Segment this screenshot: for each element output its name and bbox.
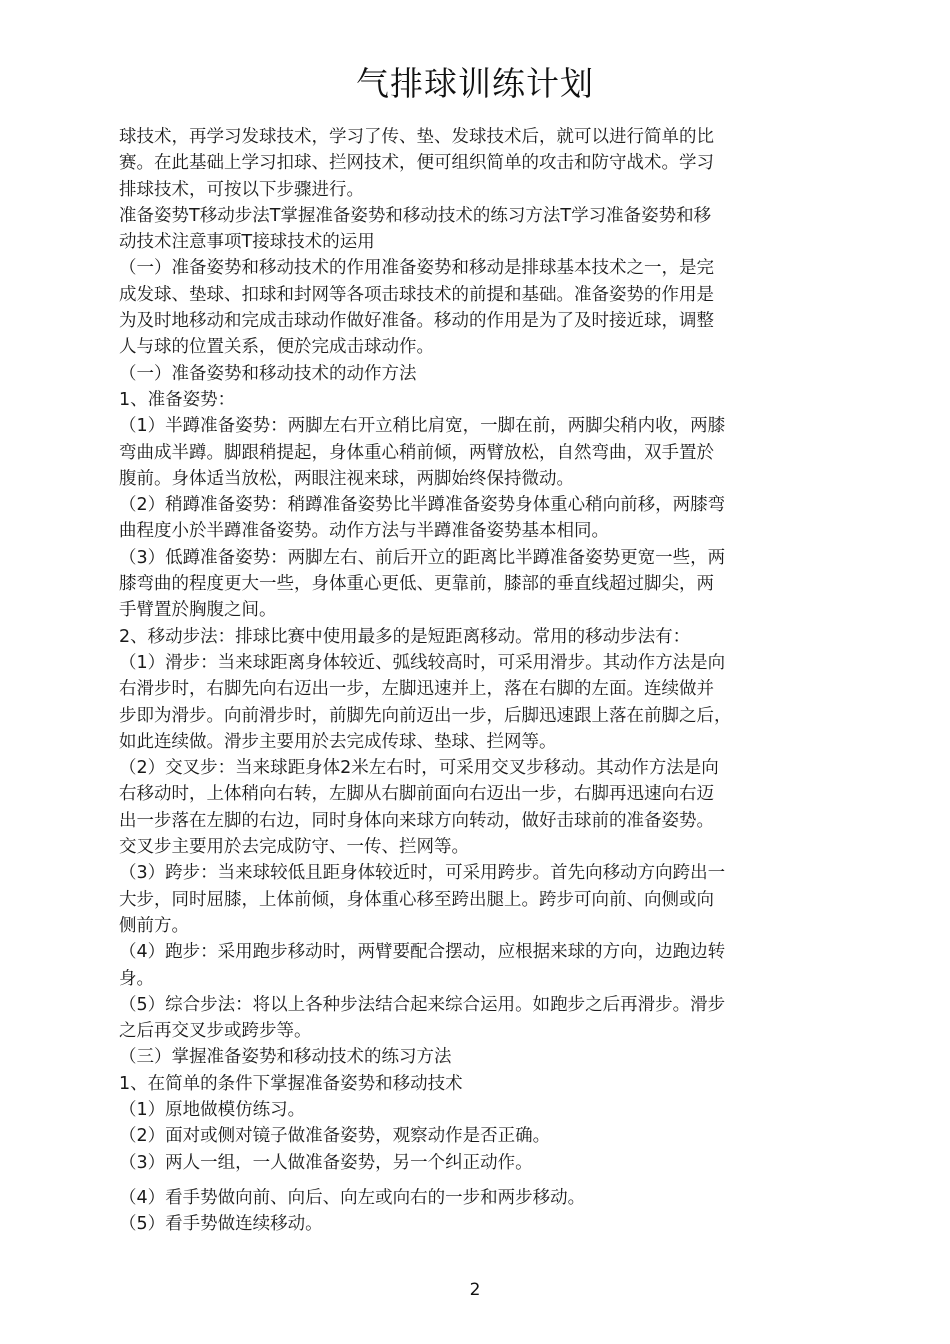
text-line: （一）准备姿势和移动技术的作用准备姿势和移动是排球基本技术之一，是完 (119, 258, 714, 279)
text-line: 赛。在此基础上学习扣球、拦网技术，便可组织简单的攻击和防守战术。学习 (119, 153, 714, 174)
text-line: 右滑步时，右脚先向右迈出一步，左脚迅速并上，落在右脚的左面。连续做并 (119, 679, 714, 700)
text-line: （3）跨步：当来球较低且距身体较近时，可采用跨步。首先向移动方向跨出一 (119, 863, 726, 884)
text-line: （1）半蹲准备姿势：两脚左右开立稍比肩宽，一脚在前，两脚尖稍内收，两膝 (119, 416, 726, 437)
text-line: （3）低蹲准备姿势：两脚左右、前后开立的距离比半蹲准备姿势更宽一些，两 (119, 547, 726, 568)
text-line: 球技术，再学习发球技术，学习了传、垫、发球技术后，就可以进行简单的比 (119, 127, 714, 147)
text-line: 右移动时，上体稍向右转，左脚从右脚前面向右迈出一步，右脚再迅速向右迈 (119, 784, 714, 805)
text-line: 交叉步主要用於去完成防守、一传、拦网等。 (119, 837, 469, 858)
text-line: （5）综合步法：将以上各种步法结合起来综合运用。如跑步之后再滑步。滑步 (119, 994, 726, 1015)
text-line: （2）稍蹲准备姿势：稍蹲准备姿势比半蹲准备姿势身体重心稍向前移，两膝弯 (119, 495, 726, 516)
text-line: （2）面对或侧对镜子做准备姿势，观察动作是否正确。 (119, 1126, 551, 1147)
text-line: 侧前方。 (119, 915, 189, 936)
text-line: 弯曲成半蹲。脚跟稍提起，身体重心稍前倾，两臂放松，自然弯曲，双手置於 (119, 442, 714, 463)
text-line: 膝弯曲的程度更大一些，身体重心更低、更靠前，膝部的垂直线超过脚尖，两 (119, 574, 714, 595)
text-line: 身。 (119, 968, 154, 989)
text-line: 成发球、垫球、扣球和封网等各项击球技术的前提和基础。准备姿势的作用是 (119, 284, 714, 305)
text-line: 之后再交叉步或跨步等。 (119, 1021, 312, 1042)
paragraph-gap (119, 1176, 831, 1185)
text-line: 准备姿势T移动步法T掌握准备姿势和移动技术的练习方法T学习准备姿势和移 (119, 205, 712, 226)
text-line: （2）交叉步：当来球距身体2米左右时，可采用交叉步移动。其动作方法是向 (119, 758, 719, 779)
text-line: 如此连续做。滑步主要用於去完成传球、垫球、拦网等。 (119, 731, 557, 752)
text-line: （3）两人一组，一人做准备姿势，另一个纠正动作。 (119, 1152, 533, 1173)
text-line: 曲程度小於半蹲准备姿势。动作方法与半蹲准备姿势基本相同。 (119, 521, 609, 542)
page-number: 2 (469, 1280, 481, 1300)
text-line: 出一步落在左脚的右边，同时身体向来球方向转动，做好击球前的准备姿势。 (119, 810, 714, 831)
text-line: 腹前。身体适当放松，两眼注视来球，两脚始终保持微动。 (119, 468, 574, 489)
page-title: 气排球训练计划 (356, 64, 594, 103)
text-line: 1、在简单的条件下掌握准备姿势和移动技术 (119, 1073, 463, 1094)
text-line: 排球技术，可按以下步骤进行。 (119, 179, 364, 200)
text-line: 动技术注意事项T接球技术的运用 (119, 232, 375, 253)
text-line: 大步，同时屈膝，上体前倾，身体重心移至跨出腿上。跨步可向前、向侧或向 (119, 889, 714, 910)
text-line: 步即为滑步。向前滑步时，前脚先向前迈出一步，后脚迅速跟上落在前脚之后， (119, 705, 732, 726)
text-line: （4）跑步：采用跑步移动时，两臂要配合摆动，应根据来球的方向，边跑边转 (119, 942, 726, 963)
text-line: （5）看手势做连续移动。 (119, 1214, 323, 1235)
text-line: 2、移动步法：排球比赛中使用最多的是短距离移动。常用的移动步法有： (119, 626, 691, 647)
text-line: （1）原地做模仿练习。 (119, 1099, 306, 1120)
text-line: （一）准备姿势和移动技术的动作方法 (119, 363, 417, 384)
text-line: （4）看手势做向前、向后、向左或向右的一步和两步移动。 (119, 1187, 586, 1208)
text-line: 手臂置於胸腹之间。 (119, 600, 277, 621)
text-line: 1、准备姿势： (119, 389, 236, 410)
text-line: （三）掌握准备姿势和移动技术的练习方法 (119, 1047, 452, 1068)
text-line: 为及时地移动和完成击球动作做好准备。移动的作用是为了及时接近球，调整 (119, 311, 714, 332)
body-text (119, 124, 831, 1237)
text-line: 人与球的位置关系，便於完成击球动作。 (119, 337, 434, 358)
text-line: （1）滑步：当来球距离身体较近、弧线较高时，可采用滑步。其动作方法是向 (119, 652, 726, 673)
